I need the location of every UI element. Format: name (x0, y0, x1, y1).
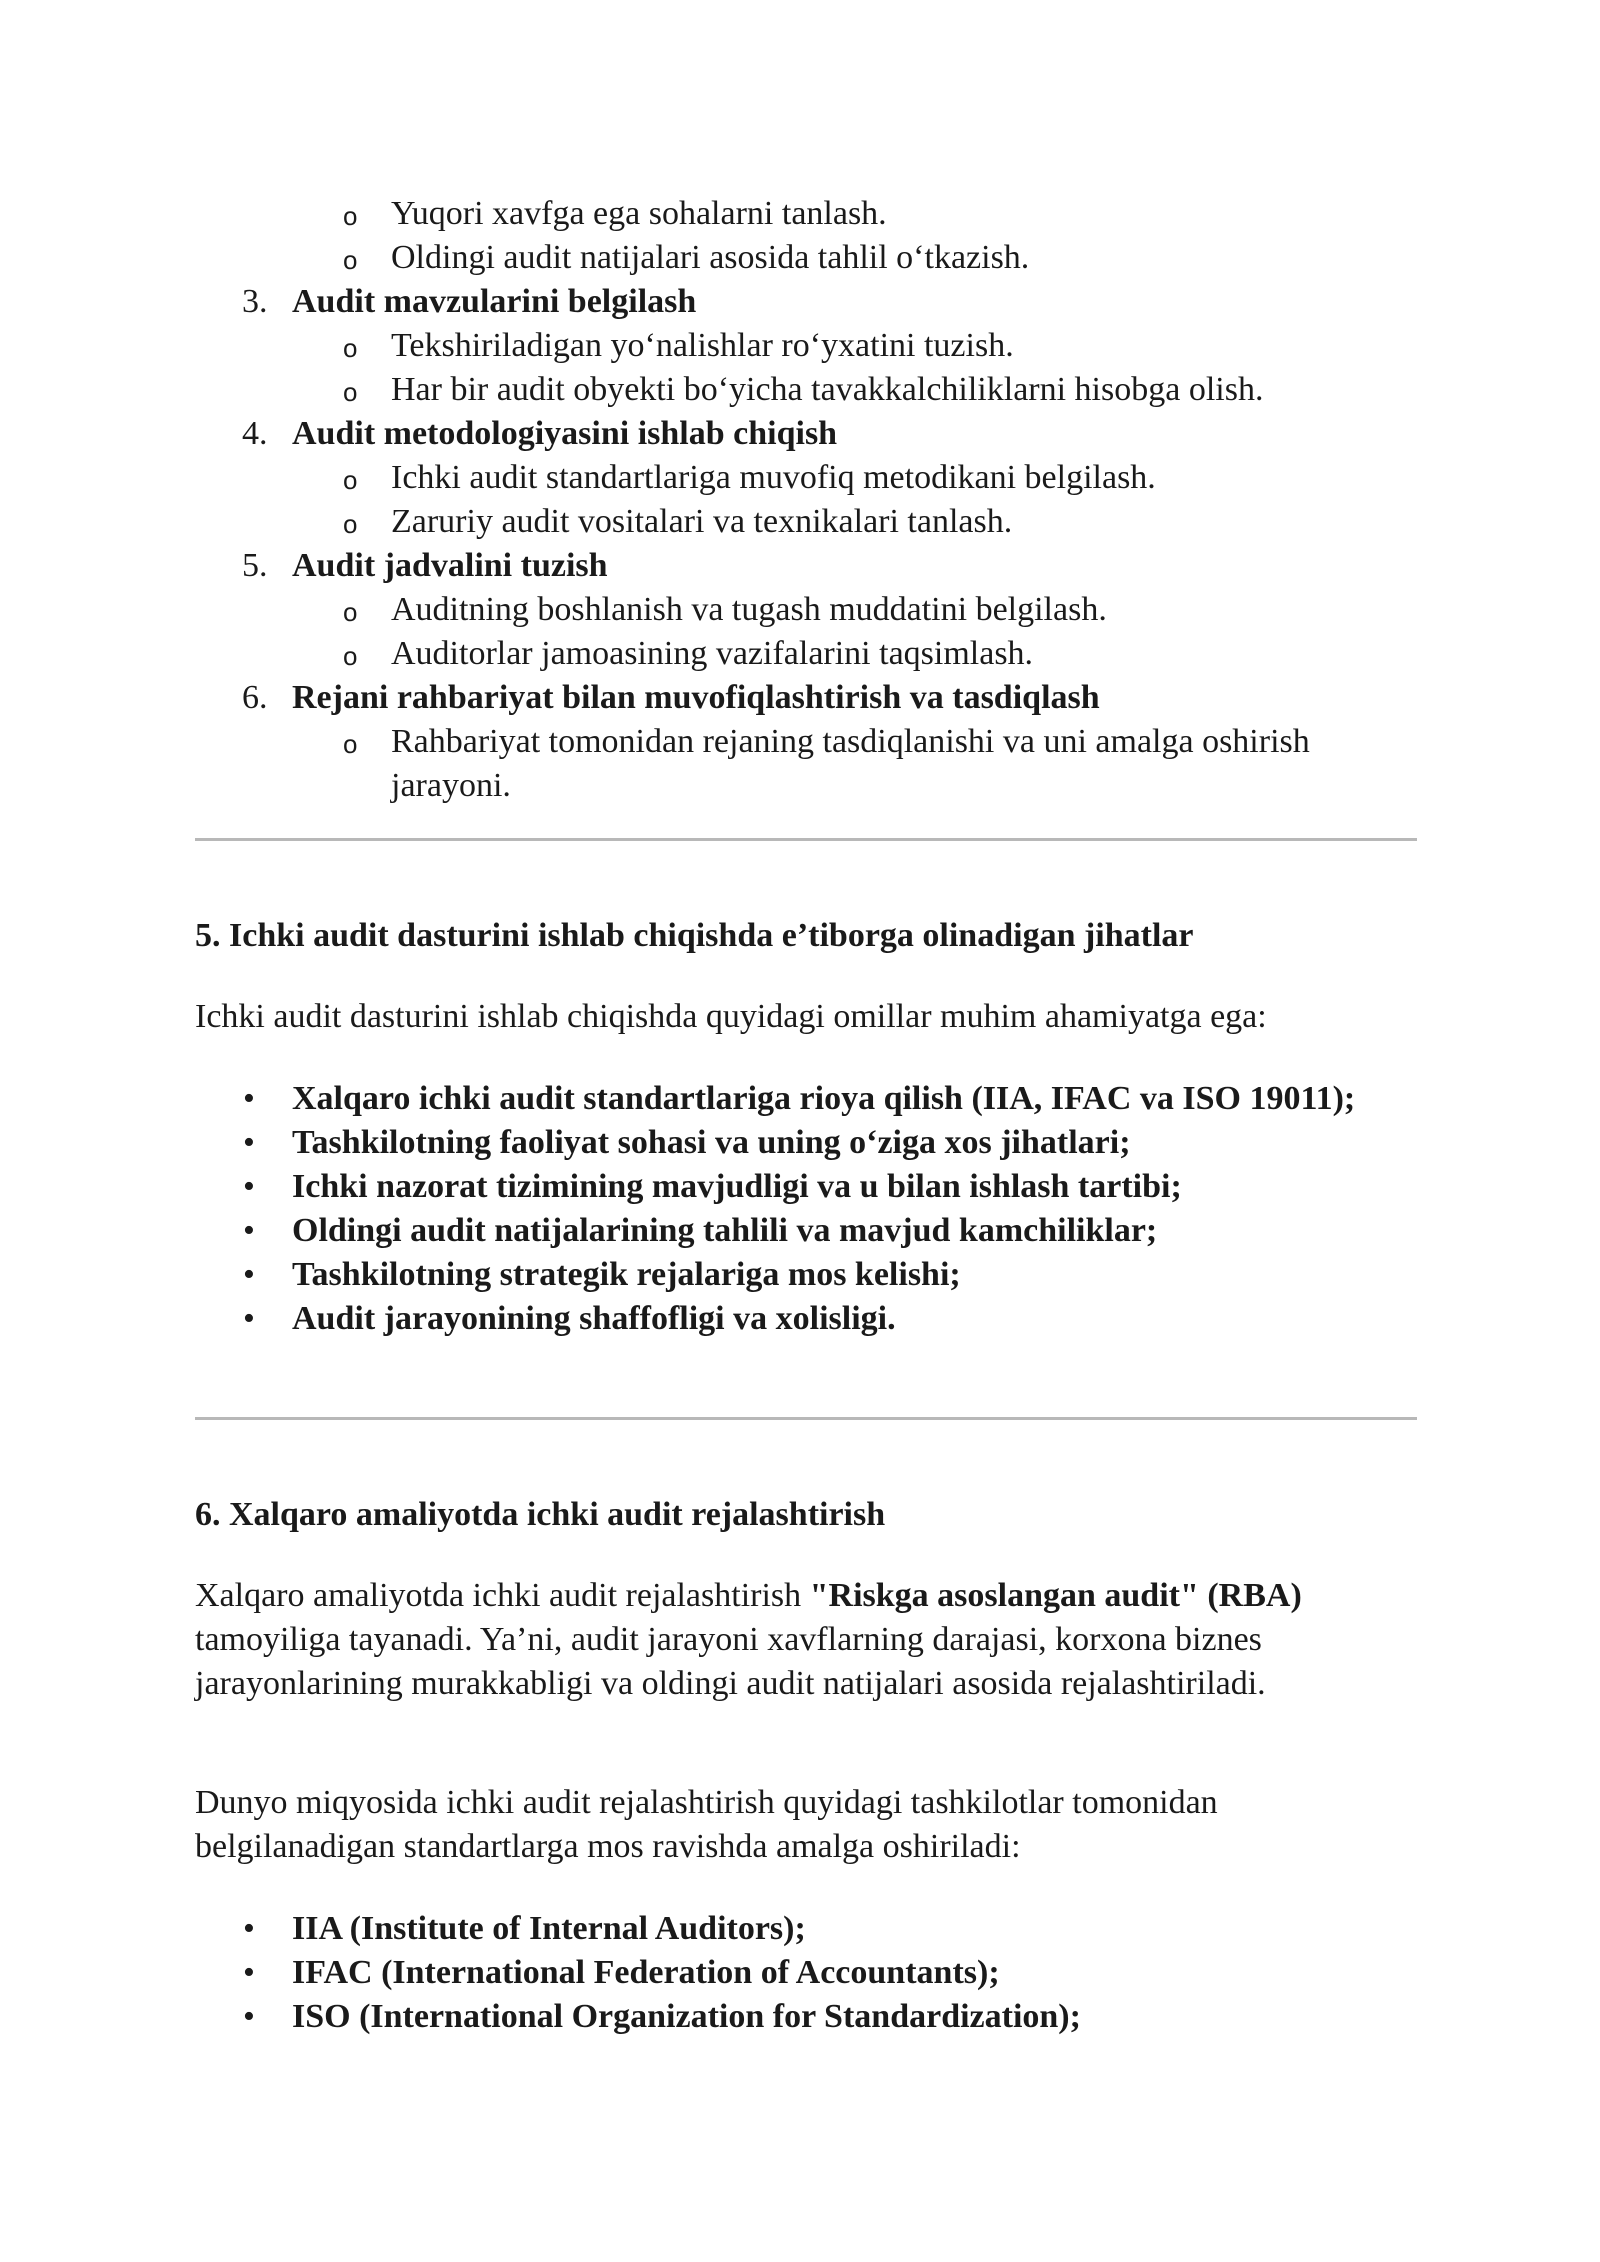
paragraph: Dunyo miqyosida ichki audit rejalashtirish quyidagi tashkilotlar tomonidan belgilanadigan standartlarga mos ravishda amalga oshiriladi: (195, 1784, 1218, 1865)
list-subitem (195, 632, 1417, 676)
list-subitem (195, 588, 1417, 632)
top-list (195, 192, 1417, 808)
item-title: Audit jadvalini tuzish (292, 547, 608, 584)
subitem-text: Tekshiriladigan yo‘nalishlar ro‘yxatini tuzish. (391, 327, 1014, 364)
circle-bullet-icon: o (343, 465, 358, 495)
subitem-text: Oldingi audit natijalari asosida tahlil o‘tkazish. (391, 239, 1030, 276)
list-item-text: Tashkilotning strategik rejalariga mos kelishi; (292, 1256, 961, 1293)
divider (195, 838, 1417, 841)
list-item-text: Audit jarayonining shaffofligi va xolisligi. (292, 1300, 896, 1337)
item-number: 3. (242, 283, 268, 320)
item-title: Audit metodologiyasini ishlab chiqish (292, 415, 838, 452)
list-item-text: Xalqaro ichki audit standartlariga rioya qilish (IIA, IFAC va ISO 19011); (292, 1080, 1356, 1117)
subitem-text: Ichki audit standartlariga muvofiq metodikani belgilash. (391, 459, 1156, 496)
list-item-text: IIA (Institute of Internal Auditors); (292, 1910, 806, 1947)
circle-bullet-icon: o (343, 245, 358, 275)
list-item-text: ISO (International Organization for Standardization); (292, 1998, 1081, 2035)
list-item-text: Tashkilotning faoliyat sohasi va uning o‘ziga xos jihatlari; (292, 1124, 1131, 1161)
bullet-icon: • (243, 1910, 255, 1947)
subitem-text: Har bir audit obyekti bo‘yicha tavakkalchiliklarni hisobga olish. (391, 371, 1264, 408)
list-item-text: Ichki nazorat tizimining mavjudligi va u bilan ishlash tartibi; (292, 1168, 1182, 1205)
bullet-icon: • (243, 1168, 255, 1205)
list-subitem (195, 720, 1415, 808)
list-item (195, 1297, 1415, 1341)
circle-bullet-icon: o (343, 597, 358, 627)
bullet-icon: • (243, 1124, 255, 1161)
numbered-item (195, 676, 1417, 720)
subitem-text: Zaruriy audit vositalari va texnikalari tanlash. (391, 503, 1013, 540)
circle-bullet-icon: o (343, 729, 358, 759)
list-subitem (195, 324, 1417, 368)
subitem-text: Auditning boshlanish va tugash muddatini belgilash. (391, 591, 1107, 628)
item-number: 5. (242, 547, 268, 584)
list-subitem (195, 192, 1417, 236)
paragraph: Ichki audit dasturini ishlab chiqishda quyidagi omillar muhim ahamiyatga ega: (195, 998, 1267, 1035)
list-subitem (195, 456, 1417, 500)
list-item (195, 1165, 1415, 1209)
circle-bullet-icon: o (343, 509, 358, 539)
list-item (195, 1951, 1415, 1995)
paragraph-text: tamoyiliga tayanadi. Ya’ni, audit jarayoni xavflarning darajasi, korxona biznes jarayonlarining murakkabligi va oldingi audit natijalari asosida rejalashtiriladi. (195, 1621, 1266, 1702)
list-subitem (195, 368, 1417, 412)
bullet-icon: • (243, 1954, 255, 1991)
bullet-icon: • (243, 1998, 255, 2035)
list-item-text: Oldingi audit natijalarining tahlili va mavjud kamchiliklar; (292, 1212, 1158, 1249)
list-item (195, 1995, 1415, 2039)
list-subitem (195, 236, 1417, 280)
item-title: Rejani rahbariyat bilan muvofiqlashtirish va tasdiqlash (292, 679, 1100, 716)
item-number: 6. (242, 679, 268, 716)
list-item (195, 1209, 1415, 1253)
paragraph (195, 1574, 1417, 1706)
list-item (195, 1907, 1415, 1951)
paragraph-bold-text: "Riskga asoslangan audit" (RBA) (809, 1577, 1302, 1614)
item-number: 4. (242, 415, 268, 452)
section-heading: 6. Xalqaro amaliyotda ichki audit rejalashtirish (195, 1496, 886, 1533)
list-subitem (195, 500, 1417, 544)
numbered-item (195, 544, 1417, 588)
bullet-icon: • (243, 1080, 255, 1117)
numbered-item (195, 412, 1417, 456)
circle-bullet-icon: o (343, 201, 358, 231)
list-item (195, 1253, 1415, 1297)
section-heading: 5. Ichki audit dasturini ishlab chiqishda e’tiborga olinadigan jihatlar (195, 917, 1194, 954)
bullet-icon: • (243, 1212, 255, 1249)
subitem-text: Rahbariyat tomonidan rejaning tasdiqlanishi va uni amalga oshirish jarayoni. (391, 723, 1310, 804)
item-title: Audit mavzularini belgilash (292, 283, 697, 320)
circle-bullet-icon: o (343, 333, 358, 363)
subitem-text: Auditorlar jamoasining vazifalarini taqsimlash. (391, 635, 1034, 672)
list-item (195, 1121, 1415, 1165)
circle-bullet-icon: o (343, 377, 358, 407)
numbered-item (195, 280, 1417, 324)
circle-bullet-icon: o (343, 641, 358, 671)
subitem-text: Yuqori xavfga ega sohalarni tanlash. (391, 195, 887, 232)
bullet-list (195, 1077, 1417, 1341)
paragraph-text: Xalqaro amaliyotda ichki audit rejalashtirish (195, 1577, 810, 1614)
bullet-icon: • (243, 1256, 255, 1293)
bullet-list (195, 1907, 1417, 2039)
divider (195, 1417, 1417, 1420)
list-item (195, 1077, 1415, 1121)
bullet-icon: • (243, 1300, 255, 1337)
list-item-text: IFAC (International Federation of Accountants); (292, 1954, 1000, 1991)
